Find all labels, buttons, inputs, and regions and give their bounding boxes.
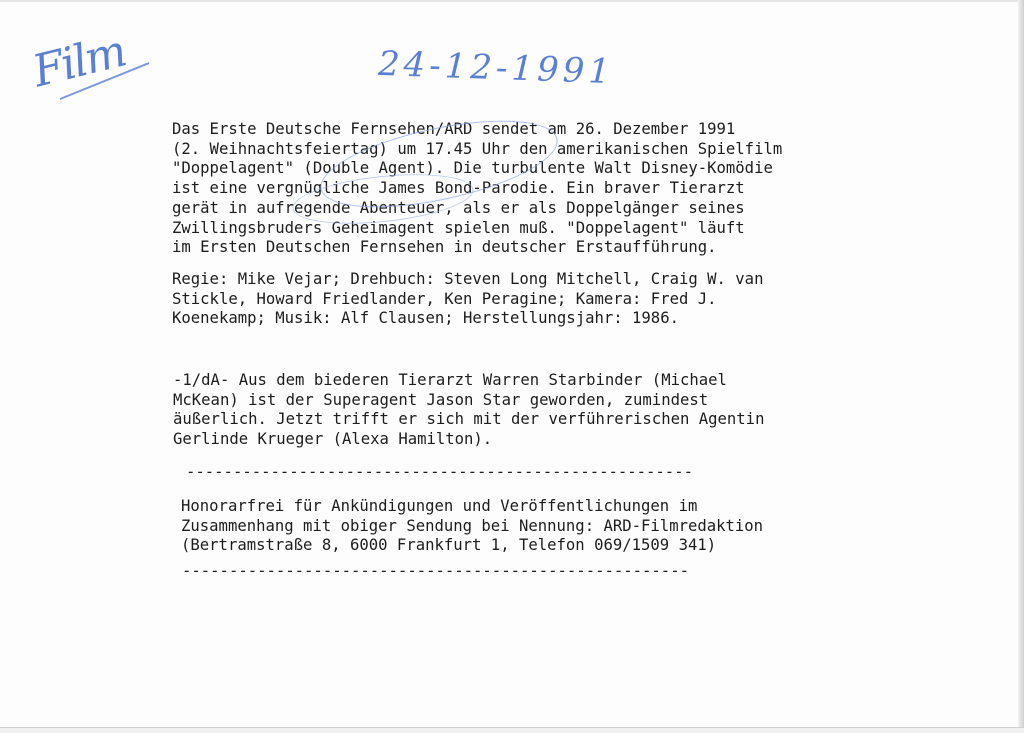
scan-edge-top: [0, 0, 1024, 2]
handwritten-film-note: Film: [28, 25, 130, 98]
scan-edge-right: [1018, 0, 1024, 732]
credits-paragraph: Regie: Mike Vejar; Drehbuch: Steven Long Mitchell, Craig W. van Stickle, Howard Friedlander, Ken Peragine; Kamera: Fred J. Koenekamp; Musik: Alf Clausen; Herstellungsjahr: 1986.: [172, 270, 764, 328]
copyright-notice-paragraph: Honorarfrei für Ankündigungen und Veröffentlichungen im Zusammenhang mit obiger Sendung bei Nennung: ARD-Filmredaktion (Bertramstraße 8, 6000 Frankfurt 1, Telefon 069/1509 341): [181, 497, 764, 555]
handwritten-date-note: 24-12-1991: [377, 43, 615, 93]
dashed-divider-bottom: ------------------------------------------------------: [182, 562, 689, 580]
scan-edge-bottom: [0, 727, 1024, 733]
photo-caption-paragraph: -1/dA- Aus dem biederen Tierarzt Warren Starbinder (Michael McKean) ist der Superagent Jason Star geworden, zumindest äußerlich. Jetzt trifft er sich mit der verführerischen Agentin Gerlinde Krueger (Alexa Hamilton).: [173, 371, 765, 449]
dashed-divider-top: ------------------------------------------------------: [186, 463, 693, 481]
announcement-paragraph: Das Erste Deutsche Fernsehen/ARD sendet am 26. Dezember 1991 (2. Weihnachtsfeiertag) um 17.45 Uhr den amerikanischen Spielfilm "Doppelagent" (Double Agent). Die turbulente Walt Disney-Komödie ist eine vergnügliche James Bond-Parodie. Ein braver Tierarzt gerät in aufregende Abenteuer, als er als Doppelgänger seines Zwillingsbruders Geheimagent spielen muß. "Doppelagent" läuft im Ersten Deutschen Fernsehen in deutscher Erstaufführung.: [172, 120, 783, 257]
